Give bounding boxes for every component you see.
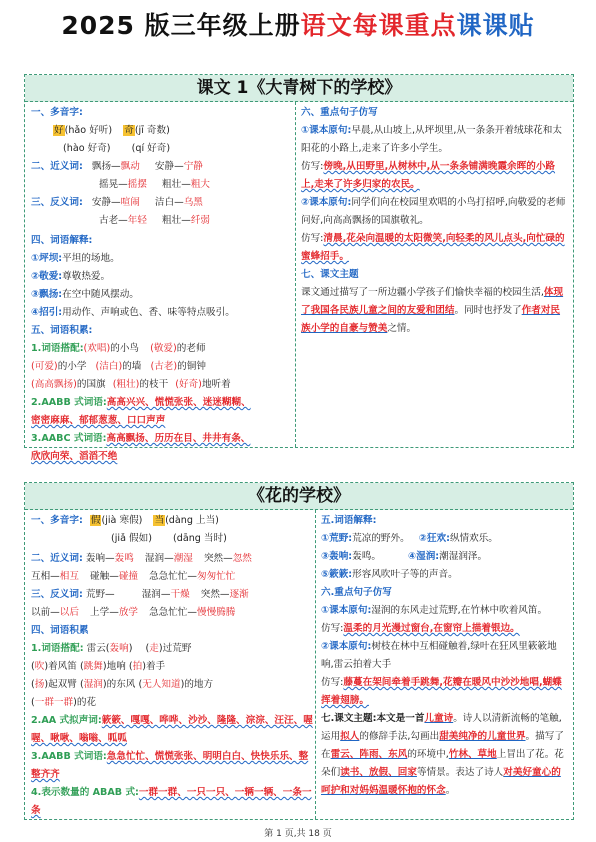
section-heading: 四、词语积累 [31,625,89,636]
word: 互相— [31,571,60,582]
word: )着风笛 [44,661,77,672]
word: 的墙 [122,361,142,372]
pinyin: (dāng 当时) [173,533,227,544]
imitation-label: 仿写: [321,677,344,688]
theme-highlight: 对美好童心的呵护和对妈妈温暖怀抱的怀念 [321,767,561,796]
antonym-section [31,194,210,230]
term: ②敬爱: [31,271,63,282]
answer-word: 吹 [34,661,45,672]
answer-word: 年轻 [127,215,147,226]
imitation-label: 仿写: [301,233,324,244]
answer-word: (粗壮) [112,379,140,390]
sentence-imitation-section [301,104,567,338]
answer-word: 干燥 [170,589,190,600]
theme-text: 。同时也抒发了 [454,305,522,316]
answer-word: 相互 [59,571,79,582]
answer-word: (敬爱) [150,343,177,354]
pinyin: (hào 好奇) [63,143,111,154]
polyphone-char: 奇 [124,125,134,136]
word: 的老师 [176,343,206,354]
answer-word: 纤弱 [190,215,210,226]
definition: 荒凉的野外。 [352,533,410,544]
theme-text: 之情。 [387,323,417,334]
word-list: 簌簌、嘎嘎、哗哗、沙沙、隆隆、淙淙、汪汪、喔喔、啾啾、嗡嗡、呱呱 [31,715,313,744]
answer-word: (欢唱) [83,343,111,354]
word: 的小鸟 [110,343,140,354]
word: ( [145,643,150,654]
term: ①荒野: [321,533,353,544]
section-heading: 二、近义词: [31,553,83,564]
answer-word: (高高飘扬) [31,379,77,390]
title-part-2: 语文每课重点 [300,11,457,40]
word: 的国旗 [76,379,106,390]
word: )的东风 [102,679,136,690]
word-list: 高高兴兴、慌慌张张、迷迷糊糊、 [106,397,251,408]
explanation-section [31,232,235,322]
answer-word: 逐渐 [229,589,249,600]
word: ( [79,661,84,672]
word: 粗壮— [162,215,191,226]
answer-word: 一群一群 [34,697,74,708]
imitation-text: 清晨,花朵向温暖的太阳微笑,向轻柔的风儿点头,向忙碌的蜜蜂招手。 [301,233,565,262]
answer-word: 粗大 [190,179,210,190]
word: 洁白— [154,197,184,208]
lesson-1-right-column [299,102,569,447]
sentence-label: ①课本原句: [301,125,352,136]
accumulation-section [31,622,313,820]
lesson-2-heading: 《花的学校》 [25,483,573,510]
column-divider [315,510,316,819]
theme-highlight: 体现了我国各民族儿童之间的友爱和团结 [301,287,564,316]
section-heading: 五.词语解释: [321,515,377,526]
word-list: 密密麻麻、郁郁葱葱、口口声声 [31,415,166,426]
theme-highlight: 竹林、草地 [448,749,497,760]
word: 突然— [203,553,233,564]
answer-word: 碰撞 [118,571,138,582]
antonym-section [31,586,249,622]
answer-word: 湿润 [83,679,103,690]
pinyin: (qí 好奇) [131,143,171,154]
page-footer: 第 1 页,共 18 页 [264,829,332,839]
lesson-2-card [24,482,574,820]
term: ③轰响: [321,551,353,562]
pinyin: (jià 寒假) [101,515,143,526]
section-heading: 四、词语解释: [31,235,93,246]
theme-highlight: 拟人 [340,731,360,742]
term: ③飘扬: [31,289,63,300]
section-heading: 六.重点句子仿写 [321,587,392,598]
term: ②狂欢: [418,533,450,544]
word: 的铜钟 [177,361,206,372]
sub-heading: 1.词语搭配: [31,343,84,354]
term: ④招引: [31,307,63,318]
imitation-text: 傍晚,从田野里,从树林中,从一条条铺满晚霞余晖的小路上,走来了许多归家的农民。 [301,161,556,190]
theme-highlight: 雷云、阵雨、东风 [330,749,408,760]
answer-word: 轰鸣 [114,553,134,564]
word: 雷云( [86,643,110,654]
answer-word: 以后 [59,607,79,618]
answer-word: 走 [149,643,159,654]
answer-word: 轰响 [109,643,129,654]
sub-heading: 2.AA 式拟声词: [31,715,102,726]
answer-word: 跳舞 [83,661,103,672]
word-list: 一群一群、一只一只、一辆一辆、一条一条 [31,787,312,816]
word: 碰触— [90,571,119,582]
theme-text: 课文通过描写了一所边疆小学孩子们愉快幸福的校园生活, [301,287,544,298]
theme-text: 。诗人以清新流畅的笔触,运用 [321,713,562,742]
pinyin: (dàng 上当) [165,515,219,526]
lesson-2-right-column [319,510,571,819]
answer-word: 扬 [34,679,45,690]
answer-word: 拍 [132,661,143,672]
definition: 平坦的场地。 [62,253,120,264]
answer-word: (好奇) [175,379,202,390]
theme-highlight: 儿童诗 [424,713,454,724]
sub-heading: 4.表示数量的 ABAB 式: [31,787,139,798]
word: 安静— [91,197,121,208]
section-heading: 六、重点句子仿写 [301,107,378,118]
definition: 轰鸣。 [352,551,381,562]
section-heading: 七、课文主题 [301,269,359,280]
lesson-1-heading: 课文 1《大青树下的学校》 [25,75,573,102]
pinyin: (jiǎ 假如) [111,533,152,544]
explanation-section [321,512,569,800]
word-list: 急急忙忙、慌慌张张、明明白白、快快乐乐、整整齐齐 [31,751,309,780]
word: 上学— [90,607,119,618]
word: 以前— [31,607,60,618]
section-heading: 一、多音字: [31,515,83,526]
theme-text: 的环境中, [407,749,449,760]
word: ( [31,661,35,672]
word: 湿润— [144,553,174,564]
polyphone-char: 好 [54,125,64,136]
lesson-2-left-column [25,510,315,819]
definition: 潮湿润泽。 [439,551,488,562]
polyphone-section [31,104,170,158]
sentence-text: 树枝在林中互相碰触着,绿叶在狂风里簌簌地响,雷云拍着大手 [321,641,557,670]
answer-word: 潮湿 [173,553,193,564]
word: )过荒野 [158,643,192,654]
answer-word: 喧闹 [120,197,140,208]
word: )着手 [142,661,166,672]
word: ( [128,661,133,672]
sub-heading: 2.AABB 式词语: [31,397,107,408]
sentence-label: ②课本原句: [301,197,352,208]
answer-word: 慢慢腾腾 [197,607,236,618]
answer-word: 宁静 [183,161,203,172]
word: ( [31,679,35,690]
word-list: 高高飘扬、历历在目、井井有条、 [106,433,251,444]
theme-text: 。描写了在 [321,731,564,760]
word: )的花 [73,697,97,708]
word: 摇晃— [99,179,128,190]
definition: 尊敬热爱。 [62,271,111,282]
word: )的地方 [180,679,214,690]
synonym-section [31,550,252,586]
sentence-label: ②课本原句: [321,641,372,652]
answer-word: 摇摆 [127,179,147,190]
sentence-text: 早晨,从山坡上,从坪坝里,从一条条开着绒球花和太阳花的小路上,走来了许多小学生。 [301,125,562,154]
lesson-1-left-column [25,102,295,462]
theme-text: 七.课文主题:本文是一首 [321,713,425,724]
sentence-text: 湿润的东风走过荒野,在竹林中吹着风笛。 [371,605,548,616]
title-part-3: 课课贴 [456,11,535,40]
answer-word: (洁白) [95,361,123,372]
definition: 形容风吹叶子等的声音。 [352,569,458,580]
lesson-1-card [24,74,574,462]
word: 古老— [99,215,128,226]
polyphone-section [31,512,227,548]
definition: 用动作、声响或色、香、味等特点吸引。 [62,307,235,318]
polyphone-row [31,122,170,140]
synonym-section [31,158,210,194]
theme-text: 的修辞手法,勾画出 [359,731,440,742]
word: 粗壮— [162,179,191,190]
word: 轰响— [85,553,115,564]
word: 的枝干 [139,379,169,390]
word: 安静— [154,161,184,172]
title-part-1: 2025 版三年级上册 [61,11,301,40]
polyphone-row [31,140,170,158]
section-heading: 一、多音字: [31,107,83,118]
theme-highlight: 作者对民族小学的自豪与赞美 [301,305,561,334]
term: ①坪坝: [31,253,63,264]
sentence-text: 同学们向在校园里欢唱的小鸟打招呼,向敬爱的老师问好,向高高飘扬的国旗敬礼。 [301,197,566,226]
theme-paragraph [301,284,567,338]
word: )地响 [102,661,126,672]
polyphone-char: 假 [90,515,101,526]
answer-word: 飘动 [120,161,140,172]
word: ( [79,679,84,690]
pinyin: (jī 奇数) [134,125,170,136]
definition: 在空中随风摆动。 [62,289,139,300]
answer-word: 乌黑 [183,197,203,208]
word: 突然— [200,589,230,600]
imitation-text: 藤蔓在架间牵着手跳舞,花瓣在暖风中沙沙地唱,蝴蝶挥着翅膀。 [321,677,562,706]
answer-word: 忽然 [232,553,252,564]
word: 湿润— [141,589,171,600]
section-heading: 五、词语积累: [31,325,93,336]
column-divider [295,102,296,447]
word: 地听着 [201,379,231,390]
answer-word: 匆匆忙忙 [197,571,236,582]
answer-word: 无人知道 [142,679,181,690]
section-heading: 三、反义词: [31,197,83,208]
pinyin: (hǎo 好听) [64,125,113,136]
word: 的小学 [57,361,87,372]
term: ⑤簌簌: [321,569,353,580]
theme-text: 等情景。表达了诗人 [416,767,504,778]
theme-paragraph [321,710,569,800]
answer-word: (可爱) [31,361,58,372]
sub-heading: 3.AABC 式词语: [31,433,107,444]
answer-word: 放学 [118,607,138,618]
answer-word: (古老) [150,361,178,372]
word: 急急忙忙— [149,607,198,618]
word: 飘扬— [91,161,121,172]
section-heading: 三、反义词: [31,589,83,600]
theme-text: 。 [445,785,456,796]
word: ( [31,697,35,708]
word: )起双臂 [44,679,77,690]
sub-heading: 1.词语搭配: [31,643,84,654]
word-list: 欣欣向荣、滔滔不绝 [31,451,118,462]
definition: 纵情欢乐。 [449,533,498,544]
sub-heading: 3.AABB 式词语: [31,751,107,762]
section-heading: 二、近义词: [31,161,83,172]
word: 荒野— [85,589,115,600]
sentence-label: ①课本原句: [321,605,372,616]
theme-text: 上冒出了花。花朵们 [321,749,564,778]
imitation-label: 仿写: [321,623,344,634]
theme-highlight: 读书、放假、回家 [340,767,417,778]
term: ④湿润: [408,551,440,562]
imitation-label: 仿写: [301,161,324,172]
imitation-text: 温柔的月光漫过窗台,在窗帘上描着银边。 [343,623,520,634]
accumulation-section [31,322,251,466]
word: ) [128,643,133,654]
page-title [0,6,596,42]
word: 急急忙忙— [149,571,198,582]
word: ( [138,679,143,690]
polyphone-char: 当 [154,515,165,526]
theme-highlight: 甜美纯净的儿童世界 [439,731,526,742]
